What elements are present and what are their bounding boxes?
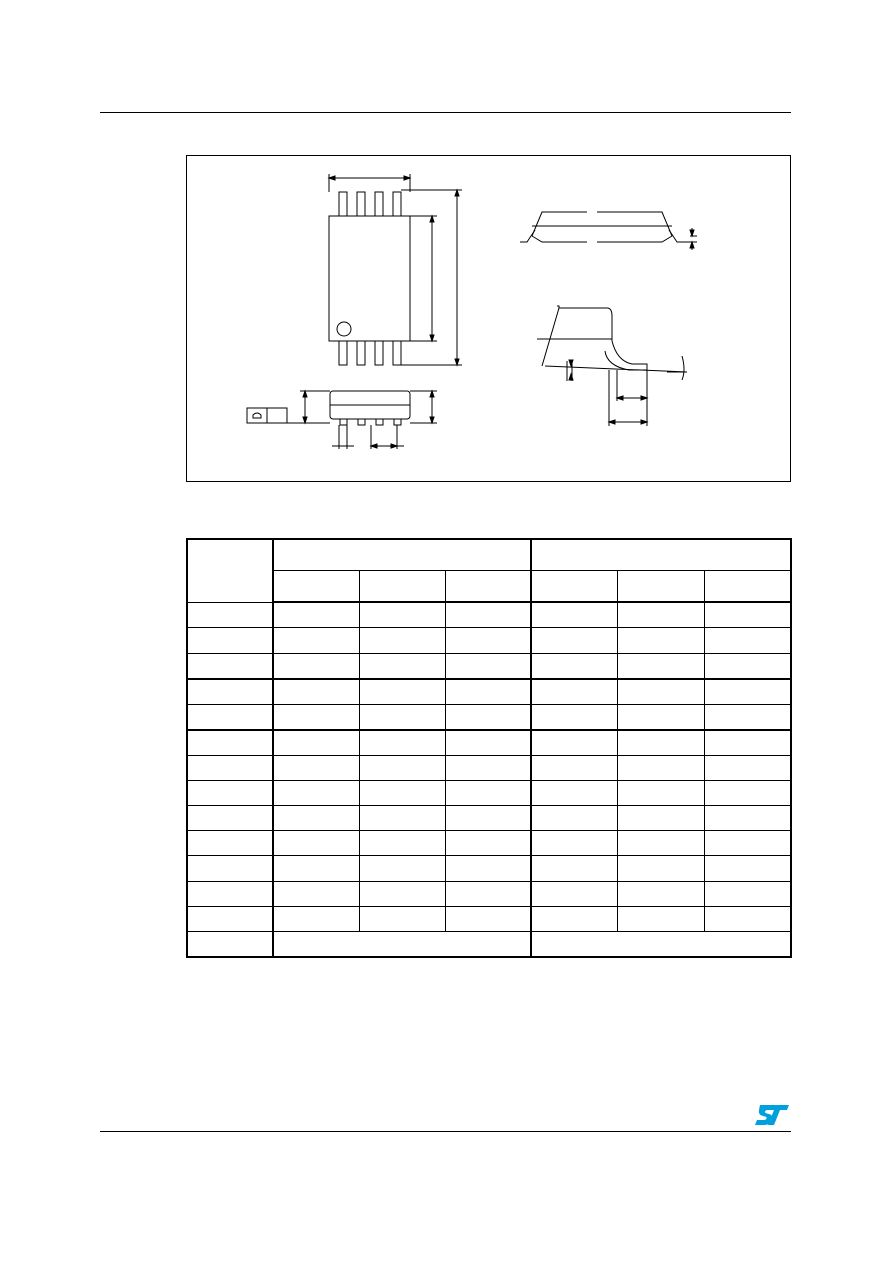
table-subheader-row [187,571,791,603]
table-cell [531,781,617,806]
table-cell [704,628,791,653]
table-cell [531,806,617,831]
pin1-marker [337,322,351,336]
table-cell [531,628,617,653]
table-cell [445,781,531,806]
sub-header [445,571,531,603]
st-logo-icon [754,1103,790,1127]
table-cell [273,679,359,705]
symbol-header [187,539,273,602]
table-cell [273,831,359,856]
table-cell [704,781,791,806]
sub-header [617,571,704,603]
table-cell [704,856,791,881]
table-row [187,781,791,806]
table-cell [445,730,531,756]
table-cell [704,881,791,906]
table-cell [617,806,704,831]
table-cell [617,628,704,653]
table-cell [359,755,445,780]
table-cell [704,653,791,679]
table-cell [359,806,445,831]
table-row [187,856,791,881]
table-cell [273,602,359,628]
table-cell [273,730,359,756]
table-cell [187,730,273,756]
table-row [187,755,791,780]
table-row [187,831,791,856]
table-cell [273,806,359,831]
table-row [187,906,791,931]
table-cell [359,856,445,881]
table-cell [359,881,445,906]
table-row [187,730,791,756]
table-row [187,628,791,653]
table-cell [273,856,359,881]
table-cell [704,730,791,756]
table-cell [617,881,704,906]
table-row [187,806,791,831]
sub-header [273,571,359,603]
table-cell [704,755,791,780]
table-cell [273,881,359,906]
table-cell [187,831,273,856]
sub-header [359,571,445,603]
sub-header [531,571,617,603]
table-cell [445,906,531,931]
table-cell [704,602,791,628]
table-cell [531,704,617,730]
table-cell [704,906,791,931]
table-cell [187,856,273,881]
table-cell [445,602,531,628]
package-outline-drawing [187,156,790,481]
table-body [187,602,791,931]
table-cell [445,628,531,653]
side-view [520,212,697,250]
group-header [273,539,531,571]
table-cell [359,704,445,730]
table-cell [445,806,531,831]
table-cell [531,730,617,756]
table-cell [617,730,704,756]
table-cell [273,653,359,679]
table-cell [187,679,273,705]
table-footer-row [187,931,791,957]
table-cell [531,906,617,931]
table-cell [273,704,359,730]
table-cell [359,730,445,756]
table-cell [359,628,445,653]
top-view [329,174,462,365]
table-cell [617,653,704,679]
table-row [187,653,791,679]
table-cell [273,906,359,931]
table-cell [531,755,617,780]
table-cell [445,831,531,856]
table-cell [359,831,445,856]
table-cell [273,628,359,653]
table-cell [359,602,445,628]
table-cell [273,781,359,806]
table-cell [617,856,704,881]
dimensions-table [186,538,792,958]
table-cell [531,602,617,628]
table-cell [187,906,273,931]
table-cell [187,704,273,730]
table-cell [359,781,445,806]
table-row [187,602,791,628]
table-cell [273,755,359,780]
table-cell [617,906,704,931]
package-outline-figure [186,155,791,482]
table-cell [445,881,531,906]
table-cell [531,831,617,856]
table-cell [531,653,617,679]
table-cell [704,806,791,831]
table-cell [617,831,704,856]
table-cell [704,679,791,705]
lead-detail-view [537,306,687,426]
footer-rule [100,1131,791,1132]
table-cell [187,781,273,806]
table-cell [617,602,704,628]
table-row [187,679,791,705]
table-cell [617,679,704,705]
end-view [247,391,437,449]
table-cell [617,704,704,730]
group-header [531,539,791,571]
table-row [187,704,791,730]
table-header-row [187,539,791,571]
table-cell [531,679,617,705]
table-cell [704,831,791,856]
table-cell [359,679,445,705]
table-cell [359,906,445,931]
table-cell [531,931,791,957]
table-cell [359,653,445,679]
table-cell [187,755,273,780]
table-cell [617,781,704,806]
table-cell [445,653,531,679]
table-cell [445,755,531,780]
table-cell [187,806,273,831]
sub-header [704,571,791,603]
table-cell [273,931,531,957]
table-cell [187,628,273,653]
table-cell [704,704,791,730]
table-cell [445,679,531,705]
table-cell [187,881,273,906]
table-cell [445,856,531,881]
table-cell [187,653,273,679]
table-cell [187,602,273,628]
header-rule [100,112,791,113]
table-row [187,881,791,906]
table-cell [187,931,273,957]
table-cell [531,881,617,906]
table-cell [531,856,617,881]
table-cell [445,704,531,730]
table-cell [617,755,704,780]
